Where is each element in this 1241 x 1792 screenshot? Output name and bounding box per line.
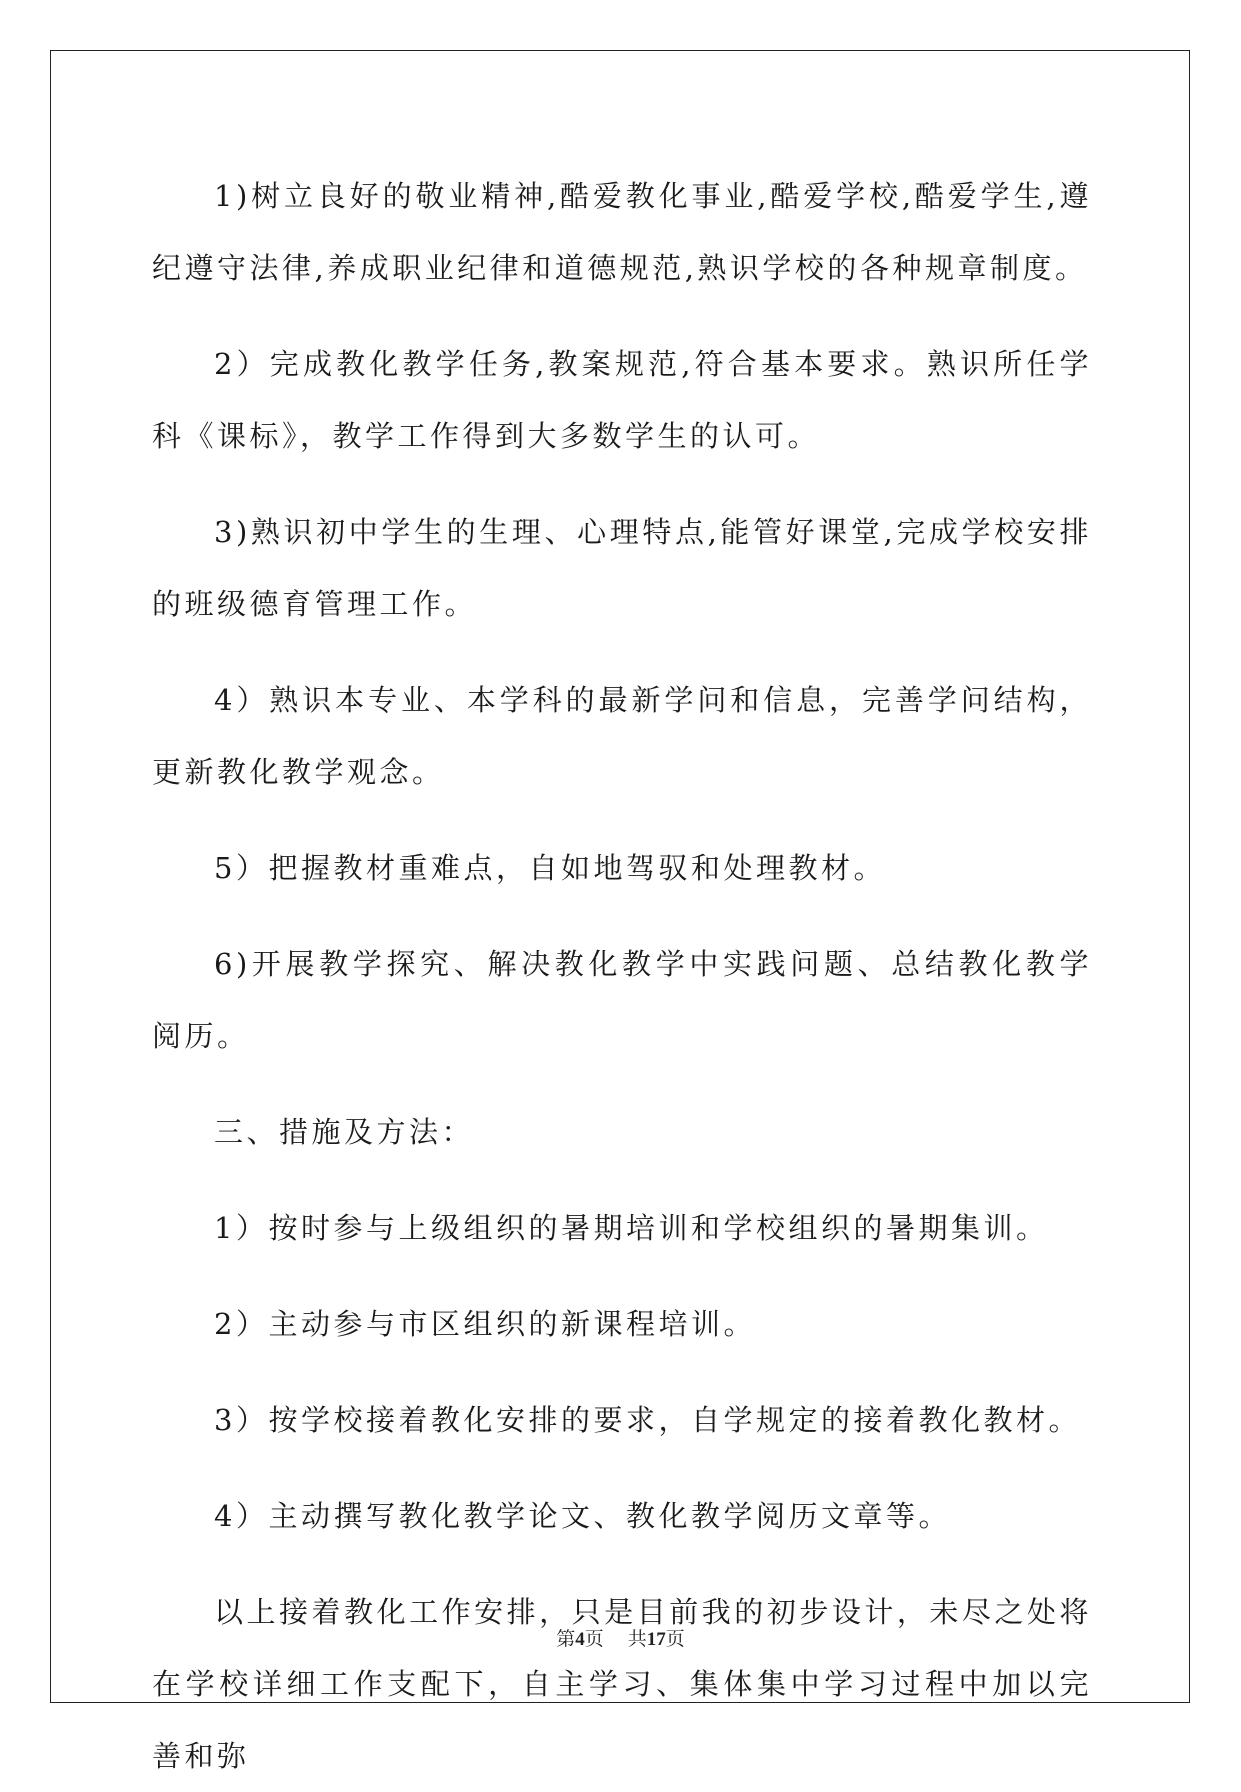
total-prefix: 共	[627, 1629, 647, 1650]
page-number: 4	[575, 1629, 585, 1650]
paragraph-measure-2: 2）主动参与市区组织的新课程培训。	[214, 1307, 756, 1341]
paragraph-goal-4: 4）熟识本专业、本学科的最新学问和信息，完善学问结构，更新教化教学观念。	[152, 683, 1092, 789]
page-prefix: 第	[556, 1629, 576, 1650]
paragraph-goal-5: 5）把握教材重难点，自如地驾驭和处理教材。	[214, 851, 886, 885]
paragraph-goal-6: 6)开展教学探究、解决教化教学中实践问题、总结教化教学阅历。	[152, 947, 1092, 1053]
total-suffix: 页	[665, 1629, 685, 1650]
paragraph-conclusion: 以上接着教化工作安排，只是目前我的初步设计，未尽之处将在学校详细工作支配下，自主学习、集体集中学习过程中加以完善和弥	[152, 1595, 1092, 1773]
paragraph-goal-1: 1)树立良好的敬业精神,酷爱教化事业,酷爱学校,酷爱学生,遵纪遵守法律,养成职业纪律和道德规范,熟识学校的各种规章制度。	[152, 179, 1092, 285]
page-suffix: 页	[584, 1629, 604, 1650]
paragraph-goal-3: 3)熟识初中学生的生理、心理特点,能管好课堂,完成学校安排的班级德育管理工作。	[152, 515, 1092, 621]
paragraph-measure-1: 1）按时参与上级组织的暑期培训和学校组织的暑期集训。	[214, 1211, 1049, 1245]
paragraph-goal-2: 2）完成教化教学任务,教案规范,符合基本要求。熟识所任学科《课标》，教学工作得到大多数学生的认可。	[152, 347, 1092, 453]
paragraph-measure-4: 4）主动撰写教化教学论文、教化教学阅历文章等。	[214, 1499, 951, 1533]
page-footer	[0, 1624, 1241, 1651]
document-body	[152, 160, 1092, 1792]
paragraph-measure-3: 3）按学校接着教化安排的要求，自学规定的接着教化教材。	[214, 1403, 1081, 1437]
section-heading-measures: 三、措施及方法：	[214, 1115, 475, 1149]
total-pages: 17	[646, 1629, 666, 1650]
